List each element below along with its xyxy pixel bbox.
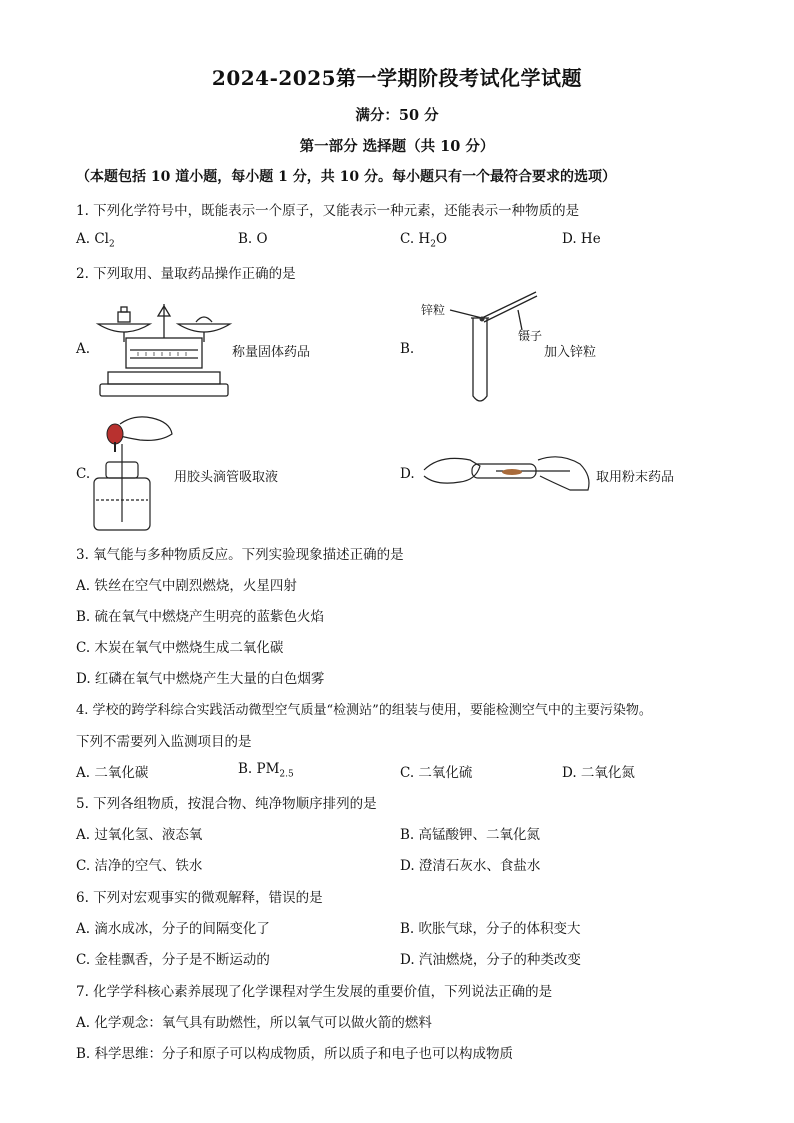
q1-option-d: D. He [562, 231, 601, 247]
q4-option-b: B. $PM_{2.5}$ [238, 761, 294, 780]
q2-option-b-caption: 加入锌粒 [544, 345, 597, 360]
q3-option-b: B. 硫在氧气中燃烧产生明亮的蓝紫色火焰 [76, 609, 325, 625]
q6-stem: 6. 下列对宏观事实的微观解释，错误的是 [76, 890, 323, 906]
q4-option-c: C. 二氧化硫 [400, 765, 473, 781]
test-tube-tweezers-illustration [440, 288, 550, 408]
powder-tube-illustration [420, 446, 594, 496]
q2-option-d-caption: 取用粉末药品 [596, 470, 675, 485]
part-instructions: （本题包括 10 道小题，每小题 1 分，共 10 分。每小题只有一个最符合要求的选项） [76, 169, 616, 185]
q1-option-a: A. $Cl_2$ [76, 231, 115, 250]
q5-stem: 5. 下列各组物质，按混合物、纯净物顺序排列的是 [76, 796, 377, 812]
balance-illustration [94, 298, 234, 400]
q7-option-b: B. 科学思维：分子和原子可以构成物质，所以质子和电子也可以构成物质 [76, 1046, 514, 1062]
q1-option-b: B. O [238, 231, 268, 247]
q1-stem: 1. 下列化学符号中，既能表示一个原子，又能表示一种元素，还能表示一种物质的是 [76, 203, 580, 219]
part-heading: 第一部分 选择题（共 10 分） [299, 138, 495, 155]
q2-label-zinc: 锌粒 [421, 303, 446, 317]
q2-stem: 2. 下列取用、量取药品操作正确的是 [76, 266, 296, 282]
q7-option-a: A. 化学观念：氧气具有助燃性，所以氧气可以做火箭的燃料 [76, 1015, 432, 1031]
q4-option-a: A. 二氧化碳 [76, 765, 149, 781]
q5-option-b: B. 高锰酸钾、二氧化氮 [400, 827, 541, 843]
q6-option-b: B. 吹胀气球，分子的体积变大 [400, 921, 581, 937]
q6-option-d: D. 汽油燃烧，分子的种类改变 [400, 952, 581, 968]
q5-option-d: D. 澄清石灰水、食盐水 [400, 858, 541, 874]
q3-stem: 3. 氧气能与多种物质反应。下列实验现象描述正确的是 [76, 547, 404, 563]
q5-option-a: A. 过氧化氢、液态氧 [76, 827, 203, 843]
q3-option-d: D. 红磷在氧气中燃烧产生大量的白色烟雾 [76, 671, 325, 687]
q1-option-c: C. $H_2O$ [400, 231, 448, 250]
q6-option-c: C. 金桂飘香，分子是不断运动的 [76, 952, 270, 968]
q2-option-c-letter: C. [76, 466, 91, 482]
dropper-illustration [90, 412, 174, 532]
q4-stem-line1: 4. 学校的跨学科综合实践活动微型空气质量“检测站”的组装与使用，要能检测空气中的主要污染物。 [76, 703, 652, 718]
q5-option-c: C. 洁净的空气、铁水 [76, 858, 203, 874]
q3-option-a: A. 铁丝在空气中剧烈燃烧，火星四射 [76, 578, 297, 594]
q2-option-a-letter: A. [76, 341, 91, 357]
q2-option-a-caption: 称量固体药品 [232, 345, 311, 360]
q6-option-a: A. 滴水成冰，分子的间隔变化了 [76, 921, 270, 937]
q2-option-d-letter: D. [400, 466, 415, 482]
q3-option-c: C. 木炭在氧气中燃烧生成二氧化碳 [76, 640, 284, 656]
exam-title: 2024-2025第一学期阶段考试化学试题 [211, 66, 583, 90]
q4-stem-line2: 下列不需要列入监测项目的是 [76, 734, 252, 750]
q4-option-d: D. 二氧化氮 [562, 765, 635, 781]
q2-label-tweezers: 镊子 [518, 329, 543, 343]
q2-option-b-letter: B. [400, 341, 415, 357]
q2-option-c-caption: 用胶头滴管吸取液 [174, 470, 279, 485]
q7-stem: 7. 化学学科核心素养展现了化学课程对学生发展的重要价值，下列说法正确的是 [76, 984, 553, 1000]
full-score: 满分：50 分 [355, 107, 439, 124]
